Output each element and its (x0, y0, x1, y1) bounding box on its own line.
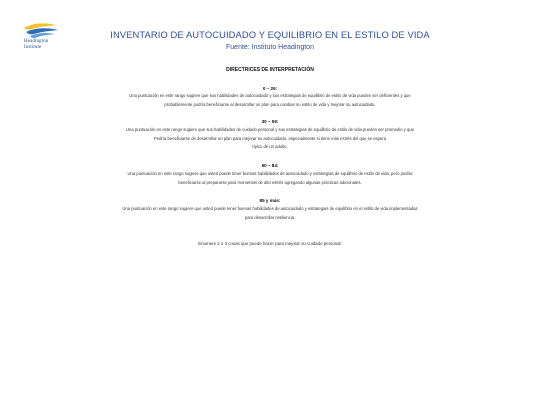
range-description-line: Una puntuación en este rango sugiere que sus habilidades de cuidado personal y sus estrategias de equilibrio de estilo de vida pueden ser promedio y que (126, 127, 414, 132)
logo-text-line2: Institute (24, 44, 42, 50)
range-description-line: probablemente podría beneficiarse al desarrollar un plan para cambiar su estilo de vida y mejorar su autocuidado. (164, 101, 376, 107)
range-description-line: Podría beneficiarse de desarrollar un plan para mejorar su autocuidado, especialmente si tiene más estrés del que se espera (153, 135, 387, 141)
self-care-prompt: Enumere 2 o 3 cosas que puede hacer para mejorar su cuidado personal: (198, 241, 342, 246)
directives-heading: DIRECTRICES DE INTERPRETACIÓN (226, 67, 314, 73)
range-label: 85 y más: (259, 198, 281, 203)
range-description (0, 126, 540, 152)
page-subtitle: Fuente: Instituto Headington (226, 44, 314, 51)
page-title: INVENTARIO DE AUTOCUIDADO Y EQUILIBRIO EN EL ESTILO DE VIDA (110, 29, 430, 40)
range-description-line: para desarrollar resiliencia. (244, 214, 296, 220)
range-description (0, 170, 540, 187)
logo-text-line1: Headington (24, 39, 49, 44)
range-description (0, 92, 540, 109)
range-description-line: beneficiarse al prepararse para momentos de alto estrés agregando algunas prácticas adicionales. (178, 179, 362, 185)
range-description-line: Una puntuación en este rango sugiere que usted puede tener buenas habilidades de autocuidado y estrategias de equilibrio en el estilo de vida implementadas (122, 206, 418, 211)
range-description-line: Una puntuación en este rango sugiere que usted puede tener buenas habilidades de autocuidado y estrategias de equilibrio de estilo de vida, pero podría (127, 171, 413, 176)
range-description-line: típico de un adulto. (252, 144, 288, 150)
range-label: 30 – 59: (261, 119, 279, 124)
range-description (0, 205, 540, 222)
range-label: 60 – 84: (261, 163, 279, 168)
range-description-line: Una puntuación en este rango sugiere que sus habilidades de autocuidado y sus estrategias de equilibrio de estilo de vida pueden ser deficientes y que (129, 93, 411, 98)
range-label: 0 – 29: (262, 86, 278, 91)
